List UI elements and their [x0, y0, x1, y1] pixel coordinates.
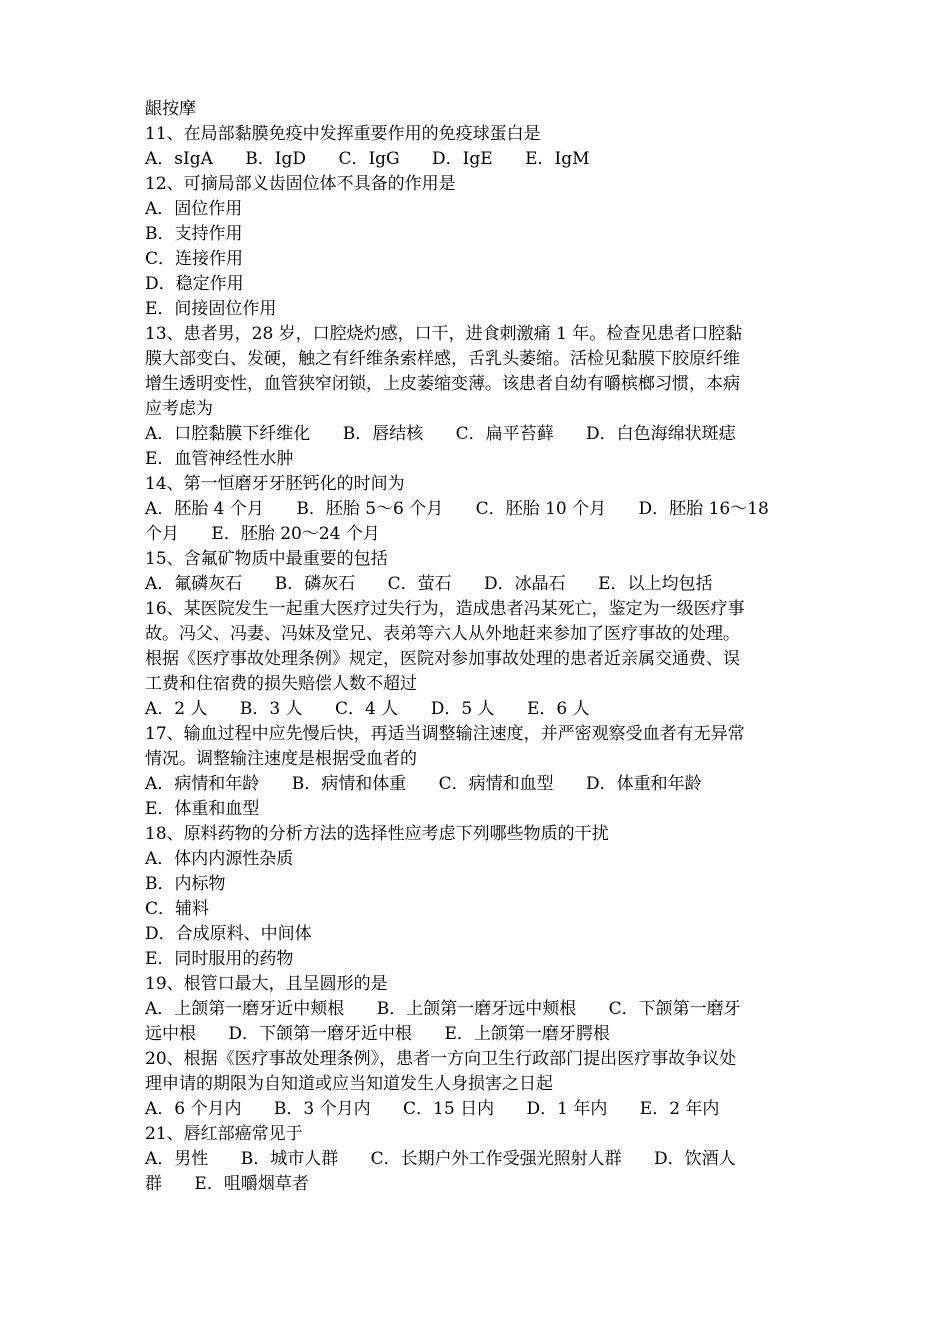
answer-option: D．合成原料、中间体 — [145, 924, 312, 944]
question-stem: 故。冯父、冯妻、冯妹及堂兄、表弟等六人从外地赶来参加了医疗事故的处理。 — [145, 624, 740, 644]
answer-option: E．同时服用的药物 — [145, 949, 294, 969]
question-stem: 11、在局部黏膜免疫中发挥重要作用的免疫球蛋白是 — [145, 124, 541, 144]
answer-options: 个月 E．胚胎 20～24 个月 — [145, 524, 380, 544]
question-stem: 根据《医疗事故处理条例》规定，医院对参加事故处理的患者近亲属交通费、误 — [145, 649, 740, 669]
answer-options: A．sIgA B．IgD C．IgG D．IgE E．IgM — [145, 149, 590, 169]
answer-option: A．体内内源性杂质 — [145, 849, 294, 869]
answer-options: E．血管神经性水肿 — [145, 449, 294, 469]
question-stem: 膜大部变白、发硬，触之有纤维条索样感，舌乳头萎缩。活检见黏膜下胶原纤维 — [145, 349, 740, 369]
question-stem: 情况。调整输注速度是根据受血者的 — [145, 749, 417, 769]
answer-option: A．固位作用 — [145, 199, 243, 219]
answer-options: 群 E．咀嚼烟草者 — [145, 1174, 309, 1194]
question-stem: 增生透明变性，血管狭窄闭锁，上皮萎缩变薄。该患者自幼有嚼槟榔习惯，本病 — [145, 374, 740, 394]
question-stem: 13、患者男，28 岁，口腔烧灼感，口干，进食刺激痛 1 年。检查见患者口腔黏 — [145, 324, 743, 344]
text-line: 龈按摩 — [145, 99, 196, 119]
document-page — [145, 97, 817, 1197]
answer-option: C．连接作用 — [145, 249, 244, 269]
answer-options: A．上颌第一磨牙近中颊根 B．上颌第一磨牙远中颊根 C．下颌第一磨牙 — [145, 999, 741, 1019]
question-stem: 20、根据《医疗事故处理条例》，患者一方向卫生行政部门提出医疗事故争议处 — [145, 1049, 737, 1069]
answer-option: B．支持作用 — [145, 224, 243, 244]
answer-options: A．氟磷灰石 B．磷灰石 C．萤石 D．冰晶石 E．以上均包括 — [145, 574, 713, 594]
answer-options: A．胚胎 4 个月 B．胚胎 5～6 个月 C．胚胎 10 个月 D．胚胎 16～18 — [145, 499, 769, 519]
question-stem: 工费和住宿费的损失赔偿人数不超过 — [145, 674, 417, 694]
answer-options: A．口腔黏膜下纤维化 B．唇结核 C．扁平苔藓 D．白色海绵状斑痣 — [145, 424, 736, 444]
question-stem: 14、第一恒磨牙牙胚钙化的时间为 — [145, 474, 405, 494]
question-stem: 应考虑为 — [145, 399, 213, 419]
question-stem: 19、根管口最大，且呈圆形的是 — [145, 974, 388, 994]
answer-options: A．男性 B．城市人群 C．长期户外工作受强光照射人群 D．饮酒人 — [145, 1149, 736, 1169]
answer-option: B．内标物 — [145, 874, 226, 894]
answer-option: D．稳定作用 — [145, 274, 244, 294]
answer-options: A．6 个月内 B．3 个月内 C．15 日内 D．1 年内 E．2 年内 — [145, 1099, 720, 1119]
answer-options: 远中根 D．下颌第一磨牙近中根 E．上颌第一磨牙腭根 — [145, 1024, 610, 1044]
question-stem: 12、可摘局部义齿固位体不具备的作用是 — [145, 174, 456, 194]
answer-option: E．间接固位作用 — [145, 299, 277, 319]
question-stem: 16、某医院发生一起重大医疗过失行为，造成患者冯某死亡，鉴定为一级医疗事 — [145, 599, 745, 619]
answer-options: E．体重和血型 — [145, 799, 260, 819]
question-stem: 理申请的期限为自知道或应当知道发生人身损害之日起 — [145, 1074, 553, 1094]
answer-option: C．辅料 — [145, 899, 210, 919]
question-stem: 15、含氟矿物质中最重要的包括 — [145, 549, 388, 569]
question-stem: 17、输血过程中应先慢后快，再适当调整输注速度，并严密观察受血者有无异常 — [145, 724, 745, 744]
question-stem: 18、原料药物的分析方法的选择性应考虑下列哪些物质的干扰 — [145, 824, 609, 844]
answer-options: A．病情和年龄 B．病情和体重 C．病情和血型 D．体重和年龄 — [145, 774, 702, 794]
question-stem: 21、唇红部癌常见于 — [145, 1124, 303, 1144]
answer-options: A．2 人 B．3 人 C．4 人 D．5 人 E．6 人 — [145, 699, 590, 719]
